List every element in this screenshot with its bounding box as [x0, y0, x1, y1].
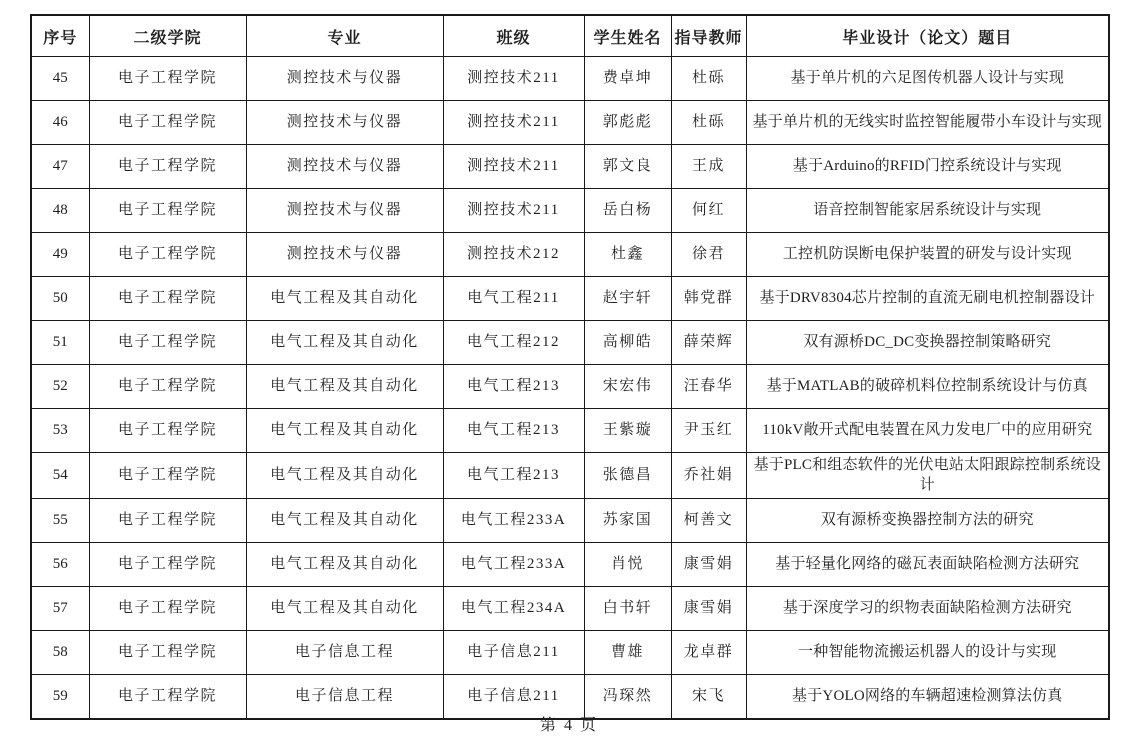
cell-no: 48: [31, 189, 89, 233]
cell-title: 基于PLC和组态软件的光伏电站太阳跟踪控制系统设计: [746, 453, 1109, 499]
cell-college: 电子工程学院: [89, 101, 246, 145]
cell-student: 赵宇轩: [584, 277, 671, 321]
cell-major: 电气工程及其自动化: [246, 453, 443, 499]
table-header: [31, 15, 1109, 57]
cell-college: 电子工程学院: [89, 321, 246, 365]
cell-class: 电气工程233A: [443, 498, 584, 542]
cell-advisor: 龙卓群: [671, 630, 746, 674]
table-row: [31, 542, 1109, 586]
table-row: [31, 321, 1109, 365]
table-row: [31, 365, 1109, 409]
cell-major: 电气工程及其自动化: [246, 365, 443, 409]
cell-no: 53: [31, 409, 89, 453]
cell-college: 电子工程学院: [89, 365, 246, 409]
table-row: [31, 498, 1109, 542]
cell-student: 郭文良: [584, 145, 671, 189]
cell-advisor: 薛荣辉: [671, 321, 746, 365]
cell-class: 电气工程213: [443, 409, 584, 453]
cell-no: 58: [31, 630, 89, 674]
table-row: [31, 453, 1109, 499]
cell-college: 电子工程学院: [89, 57, 246, 101]
cell-major: 电子信息工程: [246, 630, 443, 674]
cell-class: 测控技术211: [443, 145, 584, 189]
cell-title: 110kV敞开式配电装置在风力发电厂中的应用研究: [746, 409, 1109, 453]
cell-class: 电气工程233A: [443, 542, 584, 586]
cell-student: 高柳皓: [584, 321, 671, 365]
cell-class: 测控技术211: [443, 189, 584, 233]
cell-title: 基于YOLO网络的车辆超速检测算法仿真: [746, 674, 1109, 719]
cell-major: 测控技术与仪器: [246, 101, 443, 145]
cell-major: 测控技术与仪器: [246, 189, 443, 233]
cell-no: 59: [31, 674, 89, 719]
cell-college: 电子工程学院: [89, 586, 246, 630]
cell-major: 电气工程及其自动化: [246, 409, 443, 453]
cell-advisor: 柯善文: [671, 498, 746, 542]
table-row: [31, 145, 1109, 189]
table-row: [31, 233, 1109, 277]
cell-class: 测控技术211: [443, 101, 584, 145]
col-header-no: 序号: [31, 15, 89, 57]
cell-class: 测控技术212: [443, 233, 584, 277]
cell-student: 肖悦: [584, 542, 671, 586]
cell-no: 50: [31, 277, 89, 321]
cell-college: 电子工程学院: [89, 542, 246, 586]
thesis-table: [30, 14, 1110, 720]
cell-class: 电子信息211: [443, 630, 584, 674]
table-row: [31, 277, 1109, 321]
cell-major: 测控技术与仪器: [246, 57, 443, 101]
cell-title: 基于单片机的无线实时监控智能履带小车设计与实现: [746, 101, 1109, 145]
cell-class: 电气工程212: [443, 321, 584, 365]
cell-student: 宋宏伟: [584, 365, 671, 409]
table-row: [31, 586, 1109, 630]
cell-major: 电气工程及其自动化: [246, 586, 443, 630]
cell-student: 杜鑫: [584, 233, 671, 277]
cell-title: 双有源桥DC_DC变换器控制策略研究: [746, 321, 1109, 365]
cell-student: 冯琛然: [584, 674, 671, 719]
cell-college: 电子工程学院: [89, 145, 246, 189]
cell-student: 曹雄: [584, 630, 671, 674]
cell-title: 工控机防误断电保护装置的研发与设计实现: [746, 233, 1109, 277]
cell-no: 45: [31, 57, 89, 101]
cell-title: 基于DRV8304芯片控制的直流无刷电机控制器设计: [746, 277, 1109, 321]
cell-no: 55: [31, 498, 89, 542]
cell-advisor: 徐君: [671, 233, 746, 277]
col-header-student: 学生姓名: [584, 15, 671, 57]
header-row: [31, 15, 1109, 57]
table-row: [31, 630, 1109, 674]
cell-major: 电子信息工程: [246, 674, 443, 719]
cell-class: 电气工程234A: [443, 586, 584, 630]
cell-college: 电子工程学院: [89, 409, 246, 453]
cell-advisor: 康雪娟: [671, 586, 746, 630]
cell-class: 测控技术211: [443, 57, 584, 101]
col-header-title: 毕业设计（论文）题目: [746, 15, 1109, 57]
cell-major: 电气工程及其自动化: [246, 498, 443, 542]
cell-title: 基于Arduino的RFID门控系统设计与实现: [746, 145, 1109, 189]
cell-title: 双有源桥变换器控制方法的研究: [746, 498, 1109, 542]
cell-student: 费卓坤: [584, 57, 671, 101]
page-footer: 第 4 页: [539, 717, 598, 734]
col-header-class: 班级: [443, 15, 584, 57]
cell-advisor: 宋飞: [671, 674, 746, 719]
cell-advisor: 杜砾: [671, 57, 746, 101]
col-header-major: 专业: [246, 15, 443, 57]
col-header-college: 二级学院: [89, 15, 246, 57]
cell-no: 52: [31, 365, 89, 409]
cell-title: 语音控制智能家居系统设计与实现: [746, 189, 1109, 233]
col-header-advisor: 指导教师: [671, 15, 746, 57]
cell-college: 电子工程学院: [89, 674, 246, 719]
table-row: [31, 57, 1109, 101]
cell-title: 基于深度学习的织物表面缺陷检测方法研究: [746, 586, 1109, 630]
cell-college: 电子工程学院: [89, 453, 246, 499]
cell-class: 电气工程213: [443, 365, 584, 409]
cell-college: 电子工程学院: [89, 189, 246, 233]
cell-major: 电气工程及其自动化: [246, 542, 443, 586]
cell-major: 测控技术与仪器: [246, 145, 443, 189]
cell-college: 电子工程学院: [89, 630, 246, 674]
cell-no: 51: [31, 321, 89, 365]
cell-title: 基于轻量化网络的磁瓦表面缺陷检测方法研究: [746, 542, 1109, 586]
cell-no: 56: [31, 542, 89, 586]
cell-student: 岳白杨: [584, 189, 671, 233]
cell-college: 电子工程学院: [89, 277, 246, 321]
cell-title: 基于单片机的六足图传机器人设计与实现: [746, 57, 1109, 101]
cell-advisor: 王成: [671, 145, 746, 189]
cell-no: 57: [31, 586, 89, 630]
cell-student: 张德昌: [584, 453, 671, 499]
cell-major: 测控技术与仪器: [246, 233, 443, 277]
cell-advisor: 杜砾: [671, 101, 746, 145]
cell-college: 电子工程学院: [89, 498, 246, 542]
cell-no: 47: [31, 145, 89, 189]
cell-major: 电气工程及其自动化: [246, 321, 443, 365]
cell-no: 54: [31, 453, 89, 499]
table-body: [31, 57, 1109, 719]
cell-college: 电子工程学院: [89, 233, 246, 277]
cell-class: 电气工程211: [443, 277, 584, 321]
cell-title: 一种智能物流搬运机器人的设计与实现: [746, 630, 1109, 674]
table-row: [31, 101, 1109, 145]
table-row: [31, 189, 1109, 233]
cell-advisor: 何红: [671, 189, 746, 233]
cell-class: 电气工程213: [443, 453, 584, 499]
cell-class: 电子信息211: [443, 674, 584, 719]
cell-no: 46: [31, 101, 89, 145]
cell-student: 白书轩: [584, 586, 671, 630]
table-row: [31, 409, 1109, 453]
cell-student: 王紫璇: [584, 409, 671, 453]
cell-advisor: 尹玉红: [671, 409, 746, 453]
cell-major: 电气工程及其自动化: [246, 277, 443, 321]
cell-no: 49: [31, 233, 89, 277]
cell-title: 基于MATLAB的破碎机料位控制系统设计与仿真: [746, 365, 1109, 409]
cell-student: 苏家国: [584, 498, 671, 542]
cell-advisor: 康雪娟: [671, 542, 746, 586]
cell-advisor: 乔社娟: [671, 453, 746, 499]
cell-advisor: 韩党群: [671, 277, 746, 321]
cell-advisor: 汪春华: [671, 365, 746, 409]
cell-student: 郭彪彪: [584, 101, 671, 145]
